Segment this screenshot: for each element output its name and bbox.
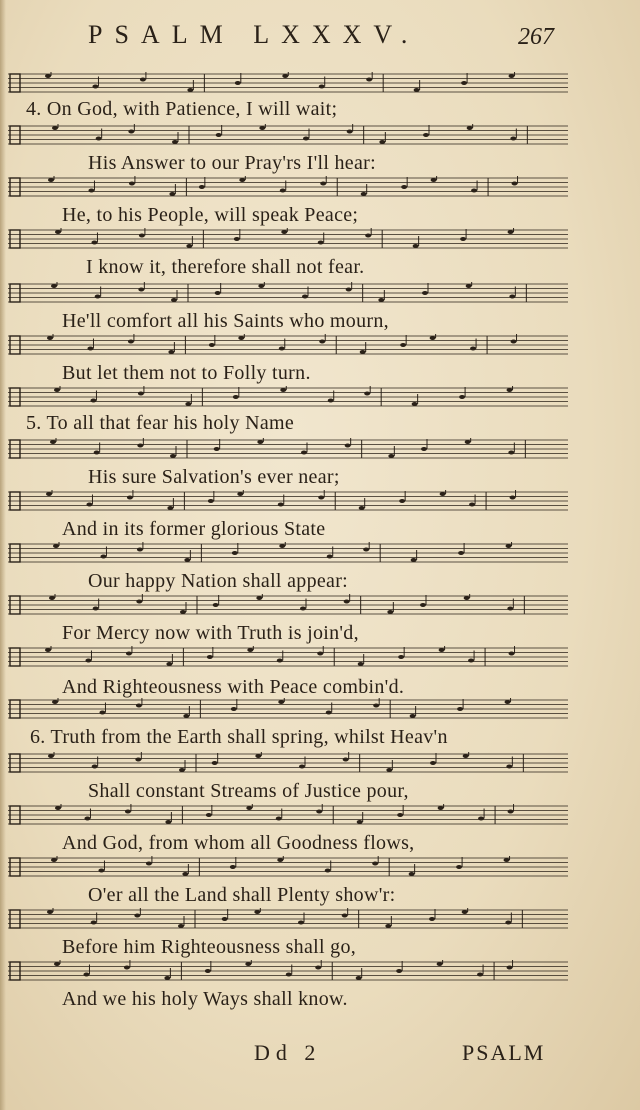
staff-system: [8, 804, 568, 828]
note-head: [316, 810, 322, 814]
note-head: [167, 506, 173, 510]
note-head: [509, 295, 515, 299]
note-head: [55, 230, 61, 234]
note-head: [505, 700, 511, 704]
note-head: [208, 499, 214, 503]
page-header-title: PSALM LXXXV.: [88, 20, 420, 49]
catchword: PSALM: [462, 1040, 546, 1065]
note-head: [134, 914, 140, 918]
note-head: [280, 388, 286, 392]
note-head: [456, 865, 462, 869]
staff-lines: [8, 176, 568, 200]
staff-system: [8, 594, 568, 618]
note-head: [512, 182, 518, 186]
note-head: [506, 544, 512, 548]
lyric-line: And in its former glorious State: [62, 518, 326, 540]
lyric-line: And Righteousness with Peace combin'd.: [62, 676, 405, 698]
note-head: [315, 966, 321, 970]
note-head: [460, 237, 466, 241]
note-head: [299, 765, 305, 769]
note-head: [510, 137, 516, 141]
note-head: [421, 447, 427, 451]
note-head: [470, 347, 476, 351]
note-head: [212, 761, 218, 765]
note-head: [364, 392, 370, 396]
note-head: [48, 178, 54, 182]
staff-system: [8, 176, 568, 200]
note-head: [169, 192, 175, 196]
note-head: [438, 806, 444, 810]
lyric-line: He, to his People, will speak Peace;: [62, 204, 359, 226]
note-head: [365, 234, 371, 238]
note-head: [95, 295, 101, 299]
note-head: [414, 88, 420, 92]
note-head: [137, 444, 143, 448]
staff-lines: [8, 228, 568, 252]
note-head: [423, 133, 429, 137]
note-head: [183, 714, 189, 718]
staff-lines: [8, 438, 568, 462]
staff-lines: [8, 282, 568, 306]
note-head: [318, 496, 324, 500]
staff-system: [8, 698, 568, 722]
staff-system: [8, 228, 568, 252]
staff-lines: [8, 386, 568, 410]
note-head: [302, 295, 308, 299]
note-head: [247, 648, 253, 652]
note-head: [186, 244, 192, 248]
note-head: [366, 78, 372, 82]
note-head: [96, 137, 102, 141]
note-head: [231, 707, 237, 711]
note-head: [55, 806, 61, 810]
note-head: [237, 492, 243, 496]
note-head: [94, 451, 100, 455]
note-head: [507, 388, 513, 392]
note-head: [359, 506, 365, 510]
note-head: [400, 343, 406, 347]
note-head: [401, 185, 407, 189]
note-head: [54, 962, 60, 966]
note-head: [50, 440, 56, 444]
note-head: [138, 288, 144, 292]
note-head: [357, 820, 363, 824]
note-head: [440, 492, 446, 496]
staff-system: [8, 856, 568, 880]
note-head: [256, 596, 262, 600]
note-head: [91, 241, 97, 245]
staff-system: [8, 438, 568, 462]
note-head: [461, 81, 467, 85]
note-head: [178, 924, 184, 928]
lyric-line: And God, from whom all Goodness flows,: [62, 832, 415, 854]
note-head: [504, 858, 510, 862]
note-head: [319, 85, 325, 89]
note-head: [214, 447, 220, 451]
staff-system: [8, 282, 568, 306]
note-head: [278, 503, 284, 507]
note-head: [213, 603, 219, 607]
note-head: [303, 137, 309, 141]
note-head: [361, 192, 367, 196]
note-head: [385, 924, 391, 928]
staff-system: [8, 752, 568, 776]
note-head: [166, 662, 172, 666]
note-head: [471, 189, 477, 193]
note-head: [356, 976, 362, 980]
note-head: [100, 555, 106, 559]
note-head: [508, 451, 514, 455]
note-head: [215, 291, 221, 295]
note-head: [431, 178, 437, 182]
lyric-line: But let them not to Folly turn.: [62, 362, 311, 384]
note-head: [83, 973, 89, 977]
note-head: [509, 74, 515, 78]
note-head: [238, 336, 244, 340]
note-head: [90, 399, 96, 403]
note-head: [511, 340, 517, 344]
staff-lines: [8, 908, 568, 932]
staff-lines: [8, 804, 568, 828]
note-head: [282, 74, 288, 78]
note-head: [126, 652, 132, 656]
note-head: [209, 343, 215, 347]
note-head: [257, 440, 263, 444]
note-head: [172, 140, 178, 144]
note-head: [136, 600, 142, 604]
note-head: [171, 298, 177, 302]
note-head: [320, 182, 326, 186]
note-head: [128, 340, 134, 344]
note-head: [164, 976, 170, 980]
note-head: [318, 241, 324, 245]
note-head: [127, 496, 133, 500]
note-head: [319, 340, 325, 344]
note-head: [413, 244, 419, 248]
note-head: [206, 813, 212, 817]
lyric-line: 6. Truth from the Earth shall spring, whilst Heav'n: [30, 726, 448, 748]
note-head: [280, 189, 286, 193]
note-head: [387, 610, 393, 614]
lyric-line: I know it, therefore shall not fear.: [86, 256, 365, 278]
note-head: [54, 388, 60, 392]
note-head: [430, 761, 436, 765]
lyric-line: His sure Salvation's ever near;: [88, 466, 340, 488]
lyric-line: 4. On God, with Patience, I will wait;: [26, 98, 338, 120]
note-head: [86, 503, 92, 507]
note-head: [199, 185, 205, 189]
note-head: [301, 451, 307, 455]
note-head: [146, 862, 152, 866]
note-head: [478, 817, 484, 821]
note-head: [254, 910, 260, 914]
staff-lines: [8, 542, 568, 566]
staff-lines: [8, 960, 568, 984]
note-head: [222, 917, 228, 921]
note-head: [379, 140, 385, 144]
note-head: [347, 130, 353, 134]
note-head: [468, 659, 474, 663]
note-head: [207, 655, 213, 659]
note-head: [437, 962, 443, 966]
note-head: [360, 350, 366, 354]
note-head: [47, 336, 53, 340]
note-head: [327, 555, 333, 559]
note-head: [409, 872, 415, 876]
note-head: [185, 402, 191, 406]
note-head: [277, 858, 283, 862]
note-head: [388, 454, 394, 458]
note-head: [346, 288, 352, 292]
note-head: [239, 178, 245, 182]
lyric-line: He'll comfort all his Saints who mourn,: [62, 310, 389, 332]
note-head: [259, 126, 265, 130]
note-head: [507, 607, 513, 611]
staff-system: [8, 960, 568, 984]
note-head: [345, 444, 351, 448]
note-head: [422, 291, 428, 295]
staff-system: [8, 646, 568, 670]
note-head: [411, 558, 417, 562]
note-head: [258, 284, 264, 288]
note-head: [93, 607, 99, 611]
staff-lines: [8, 72, 568, 96]
staff-system: [8, 386, 568, 410]
note-head: [180, 610, 186, 614]
note-head: [458, 551, 464, 555]
note-head: [88, 189, 94, 193]
note-head: [464, 596, 470, 600]
note-head: [235, 81, 241, 85]
lyric-line: O'er all the Land shall Plenty show'r:: [88, 884, 396, 906]
note-head: [46, 492, 52, 496]
note-head: [140, 78, 146, 82]
staff-lines: [8, 334, 568, 358]
note-head: [286, 973, 292, 977]
note-head: [281, 230, 287, 234]
lyric-line: Our happy Nation shall appear:: [88, 570, 349, 592]
note-head: [136, 704, 142, 708]
staff-lines: [8, 646, 568, 670]
note-head: [298, 921, 304, 925]
note-head: [399, 499, 405, 503]
lyric-line: 5. To all that fear his holy Name: [26, 412, 295, 434]
note-head: [459, 395, 465, 399]
note-head: [255, 754, 261, 758]
note-head: [125, 810, 131, 814]
note-head: [373, 704, 379, 708]
note-head: [505, 921, 511, 925]
note-head: [216, 133, 222, 137]
note-head: [397, 813, 403, 817]
note-head: [509, 652, 515, 656]
lyric-line: His Answer to our Pray'rs I'll hear:: [88, 152, 376, 174]
note-head: [51, 284, 57, 288]
note-head: [398, 655, 404, 659]
note-head: [507, 966, 513, 970]
note-head: [246, 806, 252, 810]
staff-system: [8, 72, 568, 96]
note-head: [91, 921, 97, 925]
note-head: [508, 810, 514, 814]
note-head: [439, 648, 445, 652]
note-head: [343, 758, 349, 762]
note-head: [85, 659, 91, 663]
note-head: [396, 969, 402, 973]
note-head: [466, 284, 472, 288]
note-head: [187, 88, 193, 92]
note-head: [45, 648, 51, 652]
note-head: [420, 603, 426, 607]
note-head: [205, 969, 211, 973]
note-head: [129, 182, 135, 186]
note-head: [462, 910, 468, 914]
note-head: [506, 765, 512, 769]
note-head: [87, 347, 93, 351]
page-number: 267: [518, 24, 554, 50]
note-head: [430, 336, 436, 340]
note-head: [510, 496, 516, 500]
staff-lines: [8, 124, 568, 148]
note-head: [168, 350, 174, 354]
note-head: [276, 817, 282, 821]
note-head: [342, 914, 348, 918]
note-head: [463, 754, 469, 758]
note-head: [92, 85, 98, 89]
note-head: [386, 768, 392, 772]
lyric-line: Before him Righteousness shall go,: [62, 936, 357, 958]
staff-lines: [8, 594, 568, 618]
note-head: [48, 754, 54, 758]
note-head: [51, 858, 57, 862]
note-head: [457, 707, 463, 711]
note-head: [358, 662, 364, 666]
note-head: [465, 440, 471, 444]
note-head: [49, 596, 55, 600]
note-head: [182, 872, 188, 876]
note-head: [317, 652, 323, 656]
note-head: [378, 298, 384, 302]
note-head: [245, 962, 251, 966]
note-head: [98, 869, 104, 873]
note-head: [508, 230, 514, 234]
note-head: [234, 237, 240, 241]
note-head: [469, 503, 475, 507]
lyric-line: And we his holy Ways shall know.: [62, 988, 348, 1010]
note-head: [84, 817, 90, 821]
note-head: [53, 544, 59, 548]
staff-system: [8, 334, 568, 358]
note-head: [233, 395, 239, 399]
note-head: [135, 758, 141, 762]
note-head: [139, 234, 145, 238]
note-head: [328, 399, 334, 403]
staff-system: [8, 908, 568, 932]
note-head: [363, 548, 369, 552]
note-head: [92, 765, 98, 769]
note-head: [410, 714, 416, 718]
note-head: [344, 600, 350, 604]
note-head: [325, 869, 331, 873]
staff-lines: [8, 752, 568, 776]
lyric-line: For Mercy now with Truth is join'd,: [62, 622, 359, 644]
note-head: [184, 558, 190, 562]
note-head: [128, 130, 134, 134]
note-head: [138, 392, 144, 396]
staff-system: [8, 490, 568, 514]
note-head: [279, 347, 285, 351]
note-head: [45, 74, 51, 78]
note-head: [165, 820, 171, 824]
note-head: [99, 711, 105, 715]
note-head: [429, 917, 435, 921]
note-head: [232, 551, 238, 555]
note-head: [277, 659, 283, 663]
note-head: [124, 966, 130, 970]
note-head: [300, 607, 306, 611]
lyric-line: Shall constant Streams of Justice pour,: [88, 780, 409, 802]
note-head: [47, 910, 53, 914]
note-head: [467, 126, 473, 130]
note-head: [278, 700, 284, 704]
staff-lines: [8, 490, 568, 514]
note-head: [372, 862, 378, 866]
staff-system: [8, 542, 568, 566]
note-head: [52, 700, 58, 704]
note-head: [170, 454, 176, 458]
note-head: [477, 973, 483, 977]
staff-system: [8, 124, 568, 148]
staff-lines: [8, 856, 568, 880]
signature-mark: Dd 2: [254, 1040, 322, 1065]
note-head: [279, 544, 285, 548]
note-head: [179, 768, 185, 772]
note-head: [230, 865, 236, 869]
note-head: [412, 402, 418, 406]
note-head: [326, 711, 332, 715]
note-head: [137, 548, 143, 552]
note-head: [52, 126, 58, 130]
staff-lines: [8, 698, 568, 722]
